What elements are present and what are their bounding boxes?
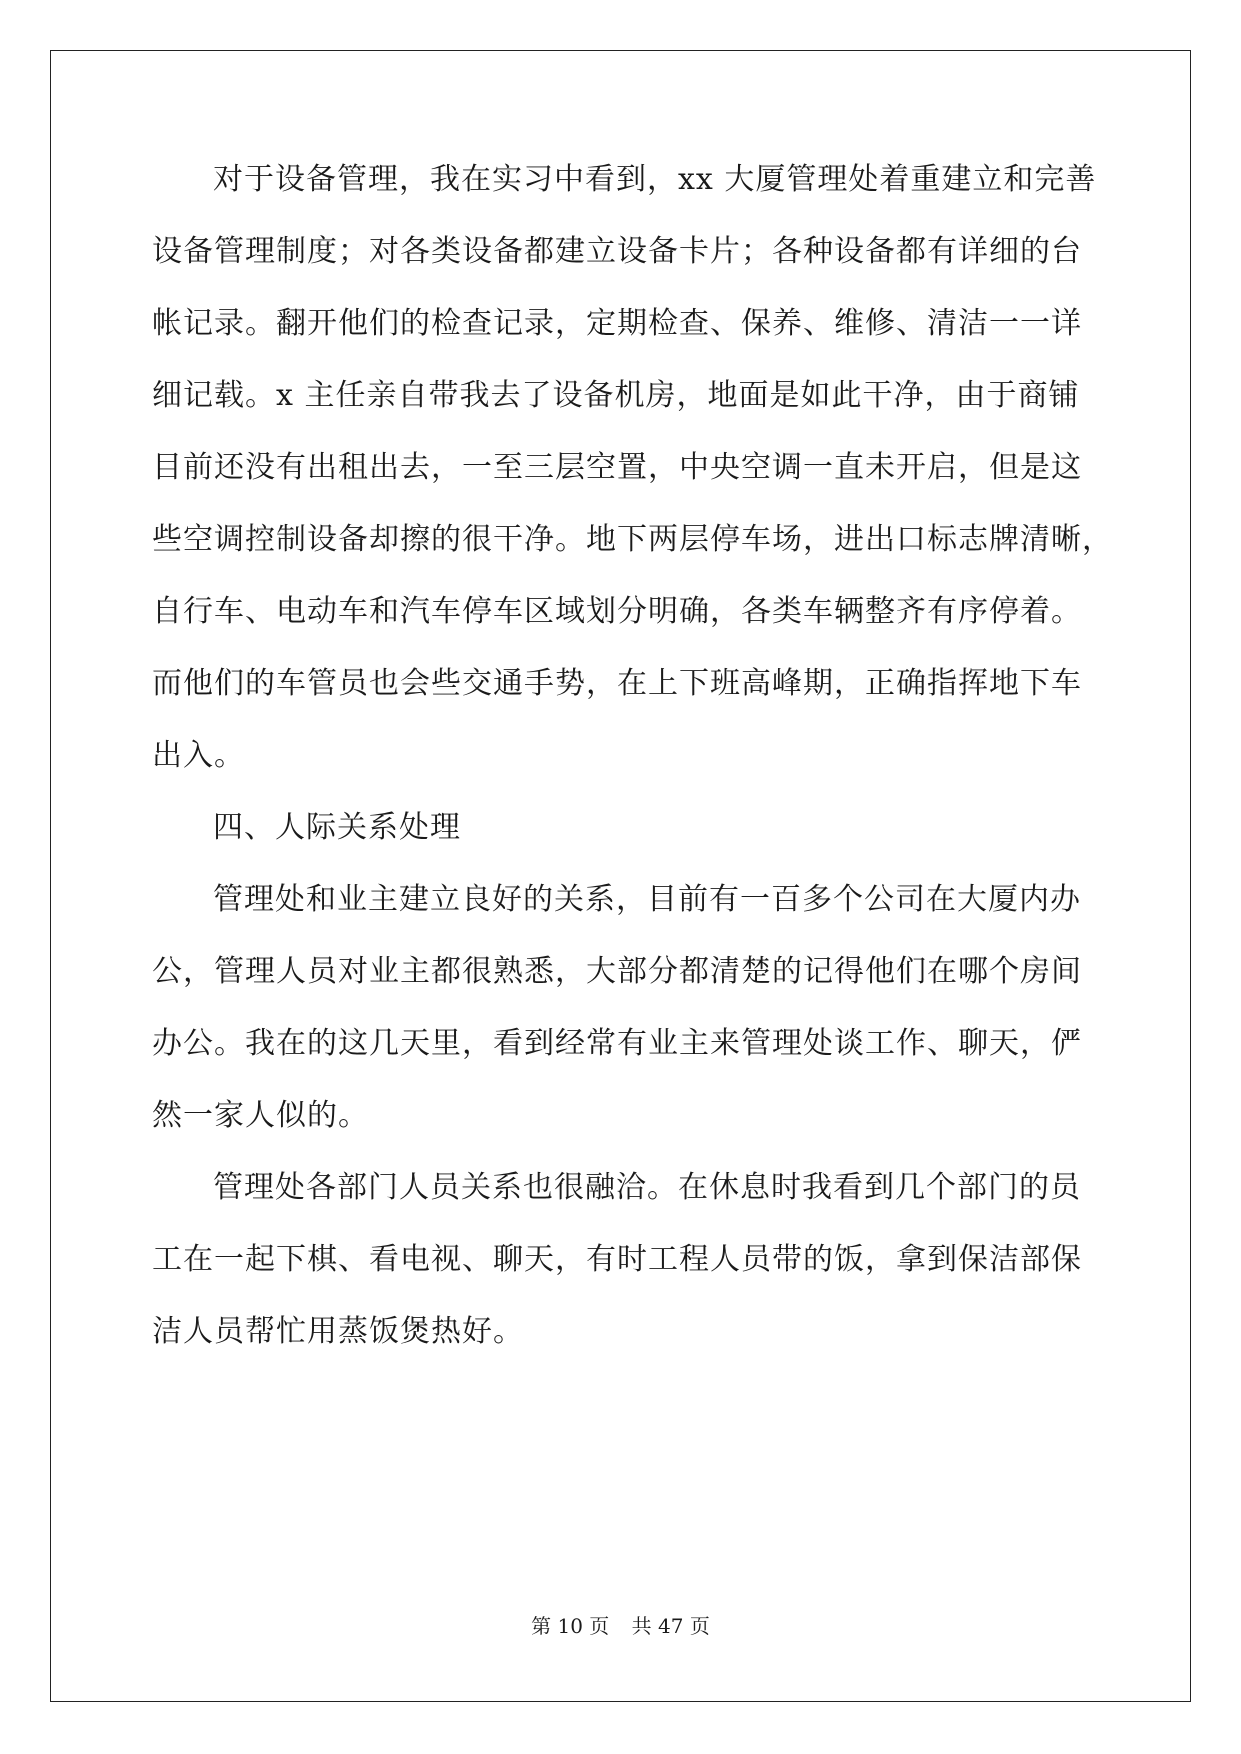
paragraph-line: 办公。我在的这几天里，看到经常有业主来管理处谈工作、聊天，俨 [152,1026,1082,1061]
paragraph-line: 工在一起下棋、看电视、聊天，有时工程人员带的饭，拿到保洁部保 [152,1242,1082,1277]
page-total: 共 47 页 [631,1614,710,1638]
page-footer [0,1610,1241,1639]
paragraph-line: 洁人员帮忙用蒸饭煲热好。 [152,1314,524,1349]
paragraph-line: 些空调控制设备却擦的很干净。地下两层停车场，进出口标志牌清晰， [152,522,1113,557]
section-heading: 四、人际关系处理 [213,810,461,845]
paragraph-line: 然一家人似的。 [152,1098,369,1133]
paragraph-line: 目前还没有出租出去，一至三层空置，中央空调一直未开启，但是这 [152,450,1082,485]
paragraph-line: 细记载。x 主任亲自带我去了设备机房，地面是如此干净，由于商铺 [152,378,1080,413]
paragraph-line: 自行车、电动车和汽车停车区域划分明确，各类车辆整齐有序停着。 [152,594,1082,629]
paragraph-line: 管理处各部门人员关系也很融洽。在休息时我看到几个部门的员 [213,1170,1081,1205]
paragraph-line: 出入。 [152,738,245,773]
paragraph-line: 帐记录。翻开他们的检查记录，定期检查、保养、维修、清洁一一详 [152,306,1082,341]
paragraph-line: 公，管理人员对业主都很熟悉，大部分都清楚的记得他们在哪个房间 [152,954,1082,989]
paragraph-line: 而他们的车管员也会些交通手势，在上下班高峰期，正确指挥地下车 [152,666,1082,701]
paragraph-line: 对于设备管理，我在实习中看到，xx 大厦管理处着重建立和完善 [213,162,1097,197]
paragraph-line: 管理处和业主建立良好的关系，目前有一百多个公司在大厦内办 [213,882,1081,917]
page-number: 第 10 页 [531,1614,610,1638]
paragraph-line: 设备管理制度；对各类设备都建立设备卡片；各种设备都有详细的台 [152,234,1082,269]
page-border [50,50,1191,1702]
